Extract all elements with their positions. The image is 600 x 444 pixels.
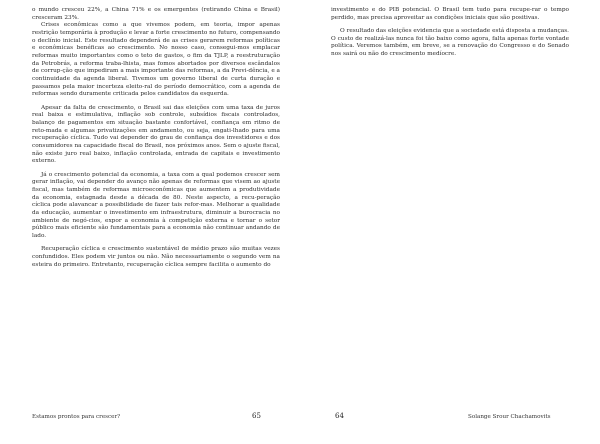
paragraph: Apesar da falta de crescimento, o Brasil sai das eleições com uma taxa de juros real baixa e estimulativa, inflação sob controle, subsídios fiscais controlados, balanço de pagamentos em situação bastante confortável, confiança em ritmo de reto-mada e algumas privatizações em andamento, ou seja, engati-lhado para uma recuperação cíclica. Tudo vai depender do grau de confiança dos investidores e dos consumidores na capacidade fiscal do Brasil, nos próximos anos. Sem o ajuste fiscal, não existe juro real baixo, inflação controlada, entrada de capitais e investimento externo.	[32, 104, 280, 165]
running-footer-title: Estamos prontos para crescer?	[32, 414, 121, 420]
paragraph: Já o crescimento potencial da economia, a taxa com a qual podemos crescer sem gerar inflação, vai depender do avanço não apenas de reformas que visem ao ajuste fiscal, mas também de reformas microeconômicas que aumentem a produtividade da economia, estagnada desde a década de 80. Neste aspecto, a recu-peração cíclica pode alavancar a possibilidade de fazer tais refor-mas. Melhorar a qualidade da educação, aumentar o investimento em infraestrutura, diminuir a burocracia no ambiente de negó-cios, expor a economia à competição externa e tornar o setor público mais eficiente são fundamentais para a economia não continuar andando de lado.	[32, 171, 280, 239]
right-page-text	[331, 7, 569, 59]
running-footer-author: Solange Srour Chachamovits	[468, 414, 551, 420]
left-page-text	[32, 7, 280, 269]
paragraph: Crises econômicas como a que vivemos podem, em teoria, impor apenas restrição temporária à produção e levar a forte crescimento no futuro, compensando o declínio inicial. Este resultado dependerá de as crises gerarem reformas políticas e econômicas benéficas ao crescimento. No nosso caso, consegui-mos emplacar reformas muito importantes como o teto de gastos, o fim da TJLP, a reestruturação da Petrobrás, a reforma traba-lhista, mas fomos abortados por diversos escândalos de corrup-ção que impediram a mais importante das reformas, a da Previ-dência, e a continuidade da agenda liberal. Tivemos um governo liberal de curta duração e passamos pela maior incerteza eleito-ral do período democrático, com a agenda de reformas sendo duramente criticada pelos candidatos da esquerda.	[32, 22, 280, 98]
paragraph: Recuperação cíclica e crescimento sustentável de médio prazo são muitas vezes confundidos. Eles podem vir juntos ou não. Não necessariamente o segundo vem na esteira do primeiro. Entretanto, recuperação cíclica sempre facilita o aumento do	[32, 246, 280, 268]
right-page	[300, 0, 600, 444]
page-number: 64	[335, 412, 344, 420]
paragraph: O resultado das eleições evidencia que a sociedade está disposta a mudanças. O custo de realizá-las nunca foi tão baixo como agora, falta apenas forte vontade política. Veremos também, em breve, se a renovação do Congresso e do Senado nos sairá ou não do crescimento medíocre.	[331, 28, 569, 58]
paragraph: investimento e do PIB potencial. O Brasil tem tudo para recupe-rar o tempo perdido, mas precisa aproveitar as condições iniciais que são positivas.	[331, 7, 569, 21]
paragraph: o mundo cresceu 22%, a China 71% e os emergentes (retirando China e Brasil) cresceram 23%.	[32, 7, 280, 21]
page-number: 65	[252, 412, 261, 420]
